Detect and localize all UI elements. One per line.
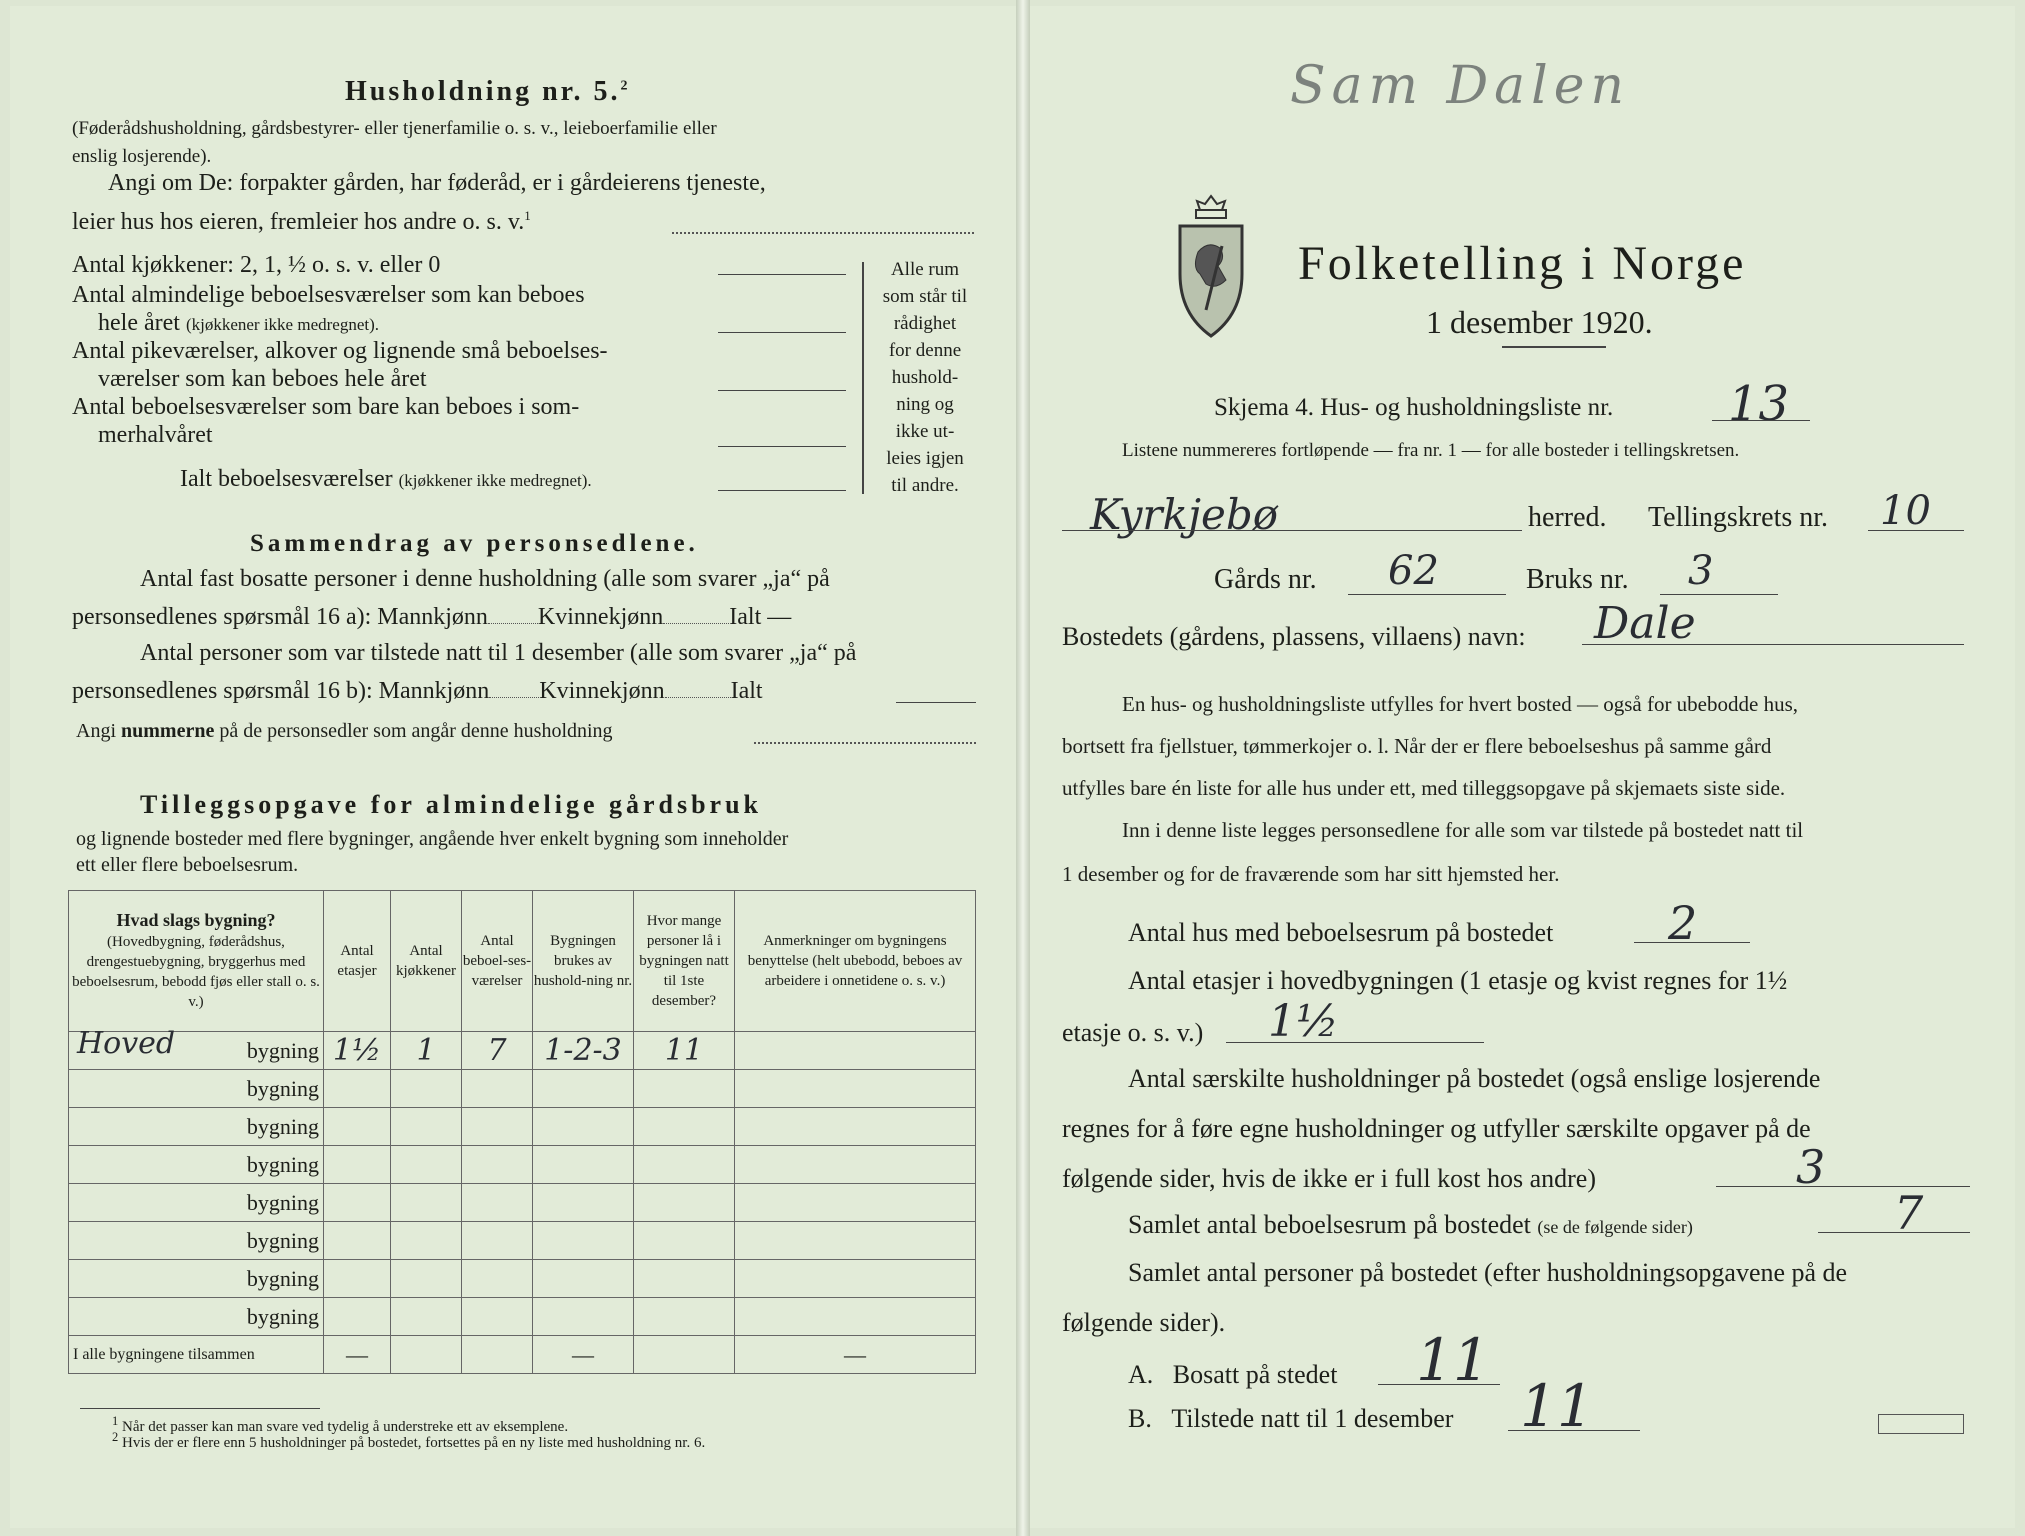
- building-word: bygning: [246, 1113, 319, 1139]
- building-type-cell: [69, 1108, 324, 1146]
- building-word: bygning: [246, 1227, 319, 1253]
- building-word: bygning: [246, 1037, 319, 1063]
- col-building-type: Hvad slags bygning? (Hovedbygning, føderådshus, drengestuebygning, bryggerhus med beboelsesrum, bebodd fjøs eller stall o. s. v.): [69, 891, 324, 1032]
- building-kjokken-cell: [391, 1260, 462, 1298]
- building-word: bygning: [246, 1265, 319, 1291]
- skjema-number-line: [1712, 420, 1810, 421]
- household-intro-2: enslig losjerende).: [72, 146, 212, 167]
- total-kitchens: [391, 1336, 462, 1374]
- rooms-kitchens: Antal kjøkkener: 2, 1, ½ o. s. v. eller 0: [72, 252, 441, 278]
- bruks-label: Bruks nr.: [1526, 564, 1629, 595]
- total-rooms: [462, 1336, 533, 1374]
- col-households: Bygningen brukes av hushold-ning nr.: [533, 891, 634, 1032]
- building-hush-cell: 1-2-3: [533, 1032, 634, 1070]
- rooms-maid: Antal pikeværelser, alkover og lignende små beboelses-: [72, 338, 608, 364]
- building-type-cell: [69, 1298, 324, 1336]
- building-vaerelser-cell: 7: [462, 1032, 533, 1070]
- building-personer-cell: [634, 1222, 735, 1260]
- samlet-pers-line-1: Samlet antal personer på bostedet (efter husholdningsopgavene på de: [1128, 1258, 1848, 1287]
- ordinary-fill: [718, 332, 846, 333]
- building-etasjer-cell: [324, 1298, 391, 1336]
- skjema-number: 13: [1728, 376, 1790, 432]
- gards-value: 62: [1388, 548, 1439, 594]
- building-anm-cell: [735, 1260, 976, 1298]
- building-type-cell: [69, 1184, 324, 1222]
- rooms-ordinary-2: hele året (kjøkkener ikke medregnet).: [98, 310, 379, 336]
- col-remarks: Anmerkninger om bygningens benyttelse (helt ubebodd, beboes av arbeidere i onnetidene o. s. v.): [735, 891, 976, 1032]
- brace-note-line: Alle rum: [890, 259, 960, 280]
- building-anm-cell: [735, 1032, 976, 1070]
- building-hush-cell: [533, 1222, 634, 1260]
- col-rooms: Antal beboel-ses-værelser: [462, 891, 533, 1032]
- summary-1b: personsedlenes spørsmål 16 a): Mannkjønn Kvinnekjønn Ialt —: [72, 604, 792, 630]
- angi-line-2: leier hus hos eieren, fremleier hos andre o. s. v.$^1$: [72, 208, 531, 235]
- bruks-value: 3: [1688, 548, 1714, 594]
- building-etasjer-cell: [324, 1070, 391, 1108]
- rooms-brace-note: [870, 256, 980, 499]
- skjema-line: Skjema 4. Hus- og husholdningsliste nr.: [1214, 394, 1614, 421]
- building-kjokken-cell: [391, 1298, 462, 1336]
- antal-hus-label: Antal hus med beboelsesrum på bostedet: [1128, 918, 1554, 947]
- etasjer-value: 1½: [1268, 996, 1339, 1047]
- tillegg-line-1: og lignende bosteder med flere bygninger, angående hver enkelt bygning som inneholder: [76, 828, 789, 850]
- building-type-cell: [69, 1260, 324, 1298]
- etasjer-line: [1226, 1042, 1484, 1043]
- summary-2a: Antal personer som var tilstede natt til 1 desember (alle som svarer „ja“ på: [140, 640, 857, 666]
- building-row: [69, 1070, 976, 1108]
- building-vaerelser-cell: [462, 1298, 533, 1336]
- tilstede-label: B. Tilstede natt til 1 desember: [1128, 1404, 1454, 1433]
- gards-label: Gårds nr.: [1214, 564, 1317, 595]
- building-word: bygning: [246, 1075, 319, 1101]
- household-title: Husholdning nr. 5.$^2$: [345, 76, 631, 107]
- rooms-total: Ialt beboelsesværelser (kjøkkener ikke medregnet).: [180, 466, 592, 492]
- building-kjokken-cell: [391, 1108, 462, 1146]
- footnote-rule: [80, 1408, 320, 1409]
- building-kjokken-cell: [391, 1070, 462, 1108]
- building-word: bygning: [246, 1151, 319, 1177]
- summary-2b: personsedlenes spørsmål 16 b): Mannkjønn Kvinnekjønn Ialt: [72, 678, 763, 704]
- total-label: I alle bygningene tilsammen: [69, 1336, 324, 1374]
- bosted-label: Bostedets (gårdens, plassens, villaens) navn:: [1062, 622, 1526, 651]
- samlet-rum-label: Samlet antal beboelsesrum på bostedet (se de følgende sider): [1128, 1210, 1693, 1239]
- tilstede-line: [1508, 1430, 1640, 1431]
- brace-note-line: som står til: [882, 286, 968, 307]
- building-type-cell: [69, 1222, 324, 1260]
- tellingskrets-line: [1868, 530, 1964, 531]
- angi-nummerne: Angi nummerne på de personsedler som angår denne husholdning: [76, 720, 613, 742]
- buildings-total-row: [69, 1336, 976, 1374]
- antal-hus-value: 2: [1668, 896, 1698, 950]
- brace-note-line: hushold-: [891, 367, 959, 388]
- instructions-2: bortsett fra fjellstuer, tømmerkojer o. l. Når der er flere beboelseshus på samme gård: [1062, 734, 1772, 758]
- instructions-5: 1 desember og for de fraværende som har sitt hjemsted her.: [1062, 862, 1560, 886]
- col-kitchens: Antal kjøkkener: [391, 891, 462, 1032]
- rooms-total-fill: [718, 490, 846, 491]
- building-row: [69, 1184, 976, 1222]
- building-kjokken-cell: [391, 1184, 462, 1222]
- tilstede-value: 11: [1520, 1372, 1594, 1440]
- building-etasjer-cell: 1½: [324, 1032, 391, 1070]
- etasjer-line-2: etasje o. s. v.): [1062, 1018, 1204, 1047]
- building-personer-cell: [634, 1108, 735, 1146]
- building-anm-cell: [735, 1108, 976, 1146]
- saerskilte-line-2: regnes for å føre egne husholdninger og utfyller særskilte opgaver på de: [1062, 1114, 1811, 1143]
- handwritten-header: Sam Dalen: [1290, 56, 1631, 116]
- building-personer-cell: [634, 1146, 735, 1184]
- tellingskrets-label: Tellingskrets nr.: [1648, 502, 1829, 533]
- printer-stamp: [1878, 1414, 1964, 1434]
- samlet-rum-line: [1818, 1232, 1970, 1233]
- building-anm-cell: [735, 1298, 976, 1336]
- date-underline: [1502, 346, 1606, 348]
- instructions-4: Inn i denne liste legges personsedlene for alle som var tilstede på bostedet natt til: [1122, 818, 1804, 842]
- building-vaerelser-cell: [462, 1108, 533, 1146]
- bosatt-label: A. Bosatt på stedet: [1128, 1360, 1338, 1389]
- etasjer-line-1: Antal etasjer i hovedbygningen (1 etasje og kvist regnes for 1½: [1128, 966, 1788, 995]
- building-personer-cell: 11: [634, 1032, 735, 1070]
- brace-note-line: ning og: [896, 394, 954, 415]
- building-vaerelser-cell: [462, 1222, 533, 1260]
- footnote-2: $^2$ Hvis der er flere enn 5 husholdninger på bostedet, fortsettes på en ny liste med husholdning nr. 6.: [112, 1430, 706, 1451]
- building-anm-cell: [735, 1222, 976, 1260]
- bosted-line: [1582, 644, 1964, 645]
- building-etasjer-cell: [324, 1146, 391, 1184]
- samlet-rum-value: 7: [1894, 1186, 1924, 1240]
- census-date: 1 desember 1920.: [1426, 304, 1653, 340]
- building-row: [69, 1146, 976, 1184]
- bosatt-line: [1378, 1384, 1500, 1385]
- tellingskrets-value: 10: [1880, 488, 1931, 534]
- antal-hus-line: [1634, 942, 1750, 943]
- census-title: Folketelling i Norge: [1298, 237, 1747, 290]
- brace-note-line: rådighet: [893, 313, 957, 334]
- summary-2-ialt-fill: [896, 702, 976, 703]
- building-etasjer-cell: [324, 1184, 391, 1222]
- total-households: —: [533, 1336, 634, 1374]
- building-type-cell: [69, 1070, 324, 1108]
- building-personer-cell: [634, 1070, 735, 1108]
- building-hush-cell: [533, 1146, 634, 1184]
- footnote-1: $^1$ Når det passer kan man svare ved tydelig å understreke ett av eksemplene.: [112, 1414, 569, 1435]
- saerskilte-value: 3: [1796, 1140, 1826, 1194]
- bruks-line: [1660, 594, 1778, 595]
- tillegg-title: Tilleggsopgave for almindelige gårdsbruk: [140, 790, 763, 819]
- building-vaerelser-cell: [462, 1260, 533, 1298]
- building-personer-cell: [634, 1184, 735, 1222]
- building-anm-cell: [735, 1184, 976, 1222]
- total-persons: [634, 1336, 735, 1374]
- herred-label: herred.: [1528, 502, 1607, 533]
- total-remarks: —: [735, 1336, 976, 1374]
- norway-coat-of-arms-icon: [1172, 192, 1250, 342]
- summer-fill: [718, 446, 846, 447]
- building-hush-cell: [533, 1298, 634, 1336]
- nummerne-fill: [754, 742, 976, 744]
- building-vaerelser-cell: [462, 1184, 533, 1222]
- brace-note-line: leies igjen: [886, 448, 964, 469]
- building-etasjer-cell: [324, 1260, 391, 1298]
- summary-1a: Antal fast bosatte personer i denne husholdning (alle som svarer „ja“ på: [140, 566, 830, 592]
- col-floors: Antal etasjer: [324, 891, 391, 1032]
- bosatt-value: 11: [1416, 1326, 1490, 1394]
- building-row: [69, 1032, 976, 1070]
- instructions-1: En hus- og husholdningsliste utfylles for hvert bosted — også for ubebodde hus,: [1122, 692, 1798, 716]
- building-name: Hoved: [77, 1026, 176, 1061]
- building-hush-cell: [533, 1108, 634, 1146]
- kitchens-fill: [718, 274, 846, 275]
- herred-line: [1062, 530, 1522, 531]
- angi-fill-line: [672, 232, 974, 234]
- saerskilte-line-1: Antal særskilte husholdninger på bostedet (også enslige losjerende: [1128, 1064, 1821, 1093]
- household-intro: (Føderådshusholdning, gårdsbestyrer- eller tjenerfamilie o. s. v., leieboerfamilie eller: [72, 118, 717, 139]
- building-vaerelser-cell: [462, 1070, 533, 1108]
- maid-fill: [718, 390, 846, 391]
- building-personer-cell: [634, 1298, 735, 1336]
- saerskilte-line-3: følgende sider, hvis de ikke er i full kost hos andre): [1062, 1164, 1596, 1193]
- building-kjokken-cell: 1: [391, 1032, 462, 1070]
- brace-note-line: ikke ut-: [895, 421, 955, 442]
- rooms-brace: [862, 262, 864, 494]
- building-hush-cell: [533, 1260, 634, 1298]
- building-word: bygning: [246, 1303, 319, 1329]
- building-hush-cell: [533, 1184, 634, 1222]
- building-etasjer-cell: [324, 1108, 391, 1146]
- building-type-cell: [69, 1026, 324, 1070]
- rooms-summer: Antal beboelsesværelser som bare kan beboes i som-: [72, 394, 580, 420]
- gards-line: [1348, 594, 1506, 595]
- building-hush-cell: [533, 1070, 634, 1108]
- page-fold: [1016, 0, 1030, 1536]
- herred-value: Kyrkjebø: [1090, 490, 1278, 539]
- saerskilte-line: [1716, 1186, 1970, 1187]
- building-kjokken-cell: [391, 1222, 462, 1260]
- angi-line-1: Angi om De: forpakter gården, har føderåd, er i gårdeierens tjeneste,: [108, 170, 766, 196]
- building-personer-cell: [634, 1260, 735, 1298]
- building-etasjer-cell: [324, 1222, 391, 1260]
- summary-title: Sammendrag av personsedlene.: [250, 530, 699, 557]
- rooms-maid-2: værelser som kan beboes hele året: [98, 366, 427, 392]
- building-row: [69, 1108, 976, 1146]
- building-kjokken-cell: [391, 1146, 462, 1184]
- brace-note-line: til andre.: [891, 475, 959, 496]
- building-word: bygning: [246, 1189, 319, 1215]
- building-row: [69, 1222, 976, 1260]
- total-floors: —: [324, 1336, 391, 1374]
- rooms-summer-2: merhalvåret: [98, 422, 213, 448]
- building-anm-cell: [735, 1146, 976, 1184]
- building-row: [69, 1260, 976, 1298]
- building-vaerelser-cell: [462, 1146, 533, 1184]
- building-row: [69, 1298, 976, 1336]
- samlet-pers-line-2: følgende sider).: [1062, 1308, 1226, 1337]
- building-type-cell: [69, 1146, 324, 1184]
- building-anm-cell: [735, 1070, 976, 1108]
- buildings-table: [68, 890, 976, 1374]
- tillegg-line-2: ett eller flere beboelsesrum.: [76, 854, 299, 876]
- rooms-ordinary: Antal almindelige beboelsesværelser som kan beboes: [72, 282, 585, 308]
- bosted-value: Dale: [1594, 598, 1696, 649]
- brace-note-line: for denne: [888, 340, 962, 361]
- buildings-table-header: [69, 891, 976, 1032]
- instructions-3: utfylles bare én liste for alle hus under ett, med tilleggsopgave på skjemaets siste side.: [1062, 776, 1786, 800]
- col-persons: Hvor mange personer lå i bygningen natt til 1ste desember?: [634, 891, 735, 1032]
- listene-note: Listene nummereres fortløpende — fra nr. 1 — for alle bosteder i tellingskretsen.: [1122, 440, 1740, 461]
